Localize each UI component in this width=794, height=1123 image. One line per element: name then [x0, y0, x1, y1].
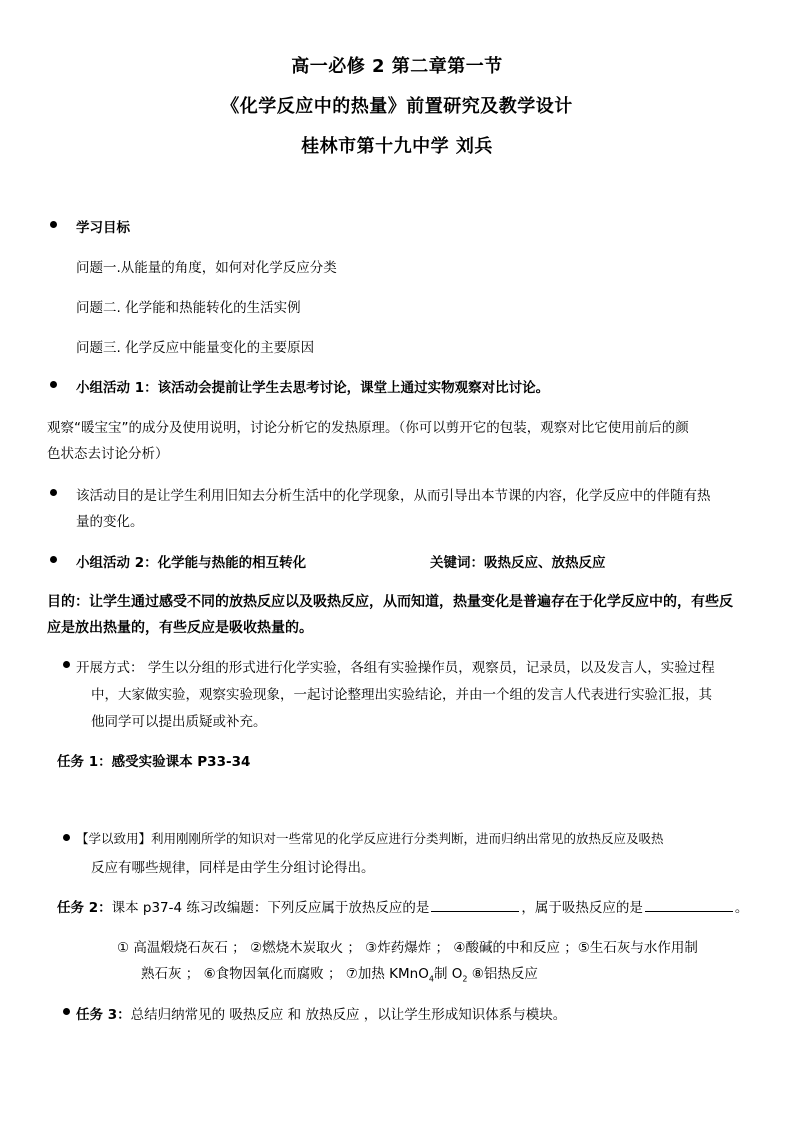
objective-q2: 问题二. 化学能和热能转化的生活实例: [76, 300, 301, 316]
task2-options-part-c: ⑧铝热反应: [467, 966, 538, 982]
bullet-icon: [50, 556, 57, 563]
task3-label: 任务 3：: [76, 1007, 131, 1023]
task3-line: [76, 1003, 566, 1023]
activity1-purpose-line1: 该活动目的是让学生利用旧知去分析生活中的化学现象，从而引导出本节课的内容，化学反应中的伴随有热: [76, 488, 711, 504]
activity2-keywords: 关键词：吸热反应、放热反应: [430, 555, 606, 571]
activity2-goal-line2: 应是放出热量的，有些反应是吸收热量的。: [47, 620, 313, 636]
activity1-heading: 小组活动 1：该活动会提前让学生去思考讨论，课堂上通过实物观察对比讨论。: [76, 380, 550, 396]
activity2-method-line1: 开展方式： 学生以分组的形式进行化学实验，各组有实验操作员，观察员，记录员，以及发言人，实验过程: [76, 660, 715, 676]
activity1-purpose-line2: 量的变化。: [76, 514, 144, 530]
activity2-method-line2: 中，大家做实验，观察实验现象，一起讨论整理出实验结论，并由一个组的发言人代表进行实验汇报，其: [91, 687, 712, 703]
bullet-icon: [50, 489, 57, 496]
task2-options-line1: ① 高温煅烧石灰石 ； ②燃烧木炭取火 ； ③炸药爆炸 ； ④酸碱的中和反应 ；⑤生石灰与水作用制: [117, 940, 698, 956]
bullet-icon: [63, 1008, 70, 1015]
task2-label: 任务 2：: [57, 900, 112, 916]
apply-line2: 反应有哪些规律，同样是由学生分组讨论得出。: [91, 860, 375, 876]
doc-title-line2: 《化学反应中的热量》前置研究及教学设计: [221, 96, 573, 117]
objective-q1: 问题一.从能量的角度，如何对化学反应分类: [76, 260, 337, 276]
objective-q3: 问题三. 化学反应中能量变化的主要原因: [76, 340, 315, 356]
task2-options-part-b: 制 O: [433, 966, 463, 982]
activity2-method-line3: 他同学可以提出质疑或补充。: [91, 714, 267, 730]
task3-text: 总结归纳常见的 吸热反应 和 放热反应 ，以让学生形成知识体系与模块。: [130, 1007, 567, 1023]
objectives-heading: 学习目标: [76, 220, 130, 236]
subscript-4: 4: [428, 974, 434, 984]
doc-title-line1: 高一必修 2 第二章第一节: [291, 56, 503, 77]
endothermic-answer-blank[interactable]: [645, 899, 733, 912]
task2-text-c: 。: [734, 900, 749, 916]
exothermic-answer-blank[interactable]: [431, 899, 519, 912]
task2-text-b: ，属于吸热反应的是: [521, 900, 643, 916]
activity2-heading: 小组活动 2：化学能与热能的相互转化: [76, 555, 307, 571]
task1-label: 任务 1：感受实验课本 P33-34: [57, 754, 251, 770]
task2-line: [57, 896, 748, 916]
subscript-2: 2: [462, 974, 468, 984]
doc-title-line3: 桂林市第十九中学 刘兵: [301, 136, 493, 157]
bullet-icon: [50, 221, 57, 228]
activity2-goal-line1: 目的：让学生通过感受不同的放热反应以及吸热反应，从而知道，热量变化是普遍存在于化学反应中的，有些反: [47, 594, 733, 610]
bullet-icon: [63, 661, 70, 668]
task2-options-part-a: 熟石灰 ； ⑥食物因氧化而腐败 ； ⑦加热 KMnO: [141, 966, 429, 982]
activity1-observe-line2: 色状态去讨论分析）: [47, 446, 169, 462]
bullet-icon: [63, 834, 70, 841]
apply-line1: 【学以致用】利用刚刚所学的知识对一些常见的化学反应进行分类判断，进而归纳出常见的放热反应及吸热: [76, 831, 664, 846]
bullet-icon: [50, 381, 57, 388]
task2-text-a: 课本 p37-4 练习改编题：下列反应属于放热反应的是: [111, 900, 430, 916]
activity1-observe-line1: 观察“暖宝宝”的成分及使用说明，讨论分析它的发热原理。（你可以剪开它的包装，观察对比它使用前后的颜: [47, 420, 689, 436]
task2-options-line2: [141, 962, 538, 984]
